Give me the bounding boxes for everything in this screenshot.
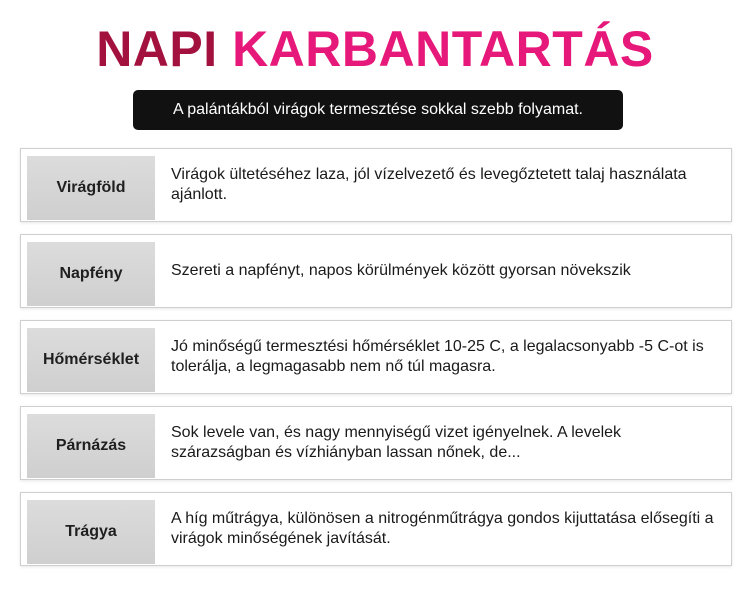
care-row-label: Hőmérséklet [27,328,155,392]
care-row-soil [20,148,732,222]
care-row-label: Napfény [27,242,155,306]
care-row-description: Sok levele van, és nagy mennyiségű vizet igényelnek. A levelek szárazságban és vízhiányban lassan nőnek, de... [171,424,622,461]
page-title [0,22,750,76]
care-row-label: Trágya [27,500,155,564]
title-word-napi: NAPI [96,21,218,77]
title-word-karbantartas: KARBANTARTÁS [232,21,654,77]
care-row-description: A híg műtrágya, különösen a nitrogénműtrágya gondos kijuttatása elősegíti a virágok minőségének javítását. [171,510,714,547]
care-row-temperature [20,320,732,394]
subtitle-banner: A palántákból virágok termesztése sokkal szebb folyamat. [133,90,623,130]
care-row-label: Párnázás [27,414,155,478]
care-row-fertilizer [20,492,732,566]
care-row-description: Virágok ültetéséhez laza, jól vízelvezető és levegőztetett talaj használata ajánlott. [171,166,687,203]
care-row-sunlight [20,234,732,308]
care-row-label: Virágföld [27,156,155,220]
care-row-humidity [20,406,732,480]
care-row-description: Szereti a napfényt, napos körülmények között gyorsan növekszik [171,262,631,279]
care-table [20,148,732,578]
care-row-description: Jó minőségű termesztési hőmérséklet 10-25 C, a legalacsonyabb -5 C-ot is tolerálja, a legmagasabb nem nő túl magasra. [171,338,704,375]
